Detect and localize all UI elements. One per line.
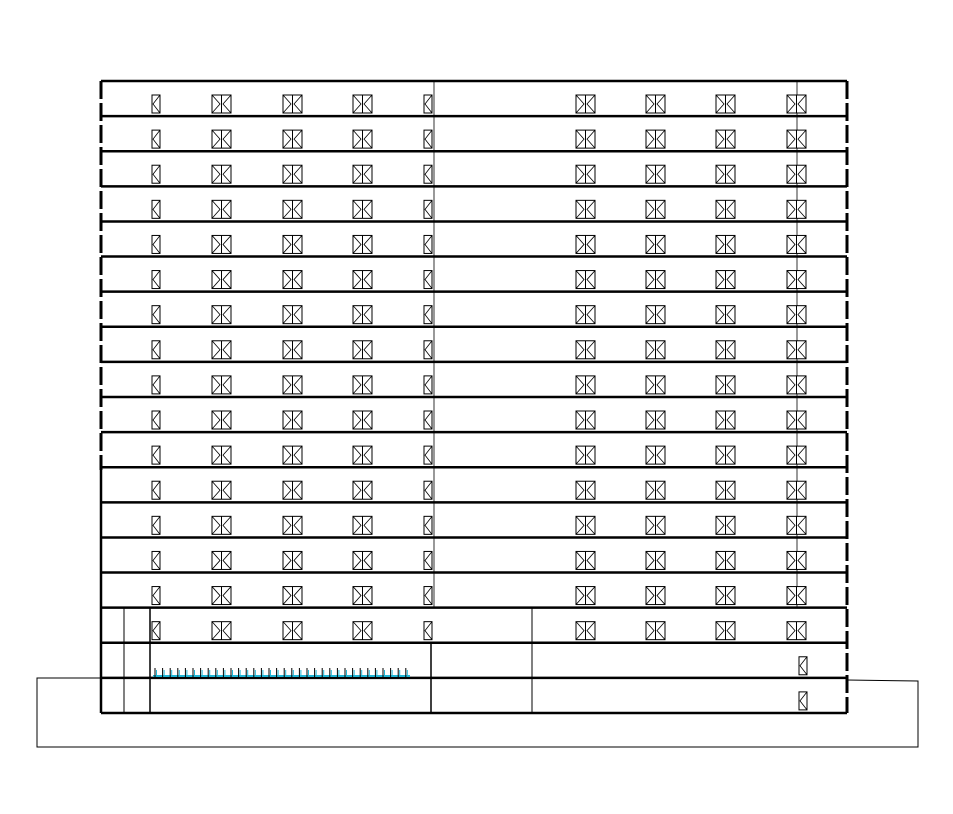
floor-window-row	[152, 200, 806, 218]
floor-window-row	[152, 271, 806, 289]
floor-window-row	[152, 306, 806, 324]
floor-window-row	[152, 587, 806, 605]
window-grid	[152, 95, 806, 640]
floor-window-row	[152, 95, 806, 113]
floor-window-row	[152, 622, 806, 640]
floor-window-row	[152, 165, 806, 183]
floor-window-row	[152, 446, 806, 464]
floor-window-row	[152, 235, 806, 253]
floor-window-row	[152, 481, 806, 499]
floor-window-row	[152, 516, 806, 534]
floor-window-row	[152, 411, 806, 429]
floor-window-row	[152, 376, 806, 394]
floor-window-row	[152, 551, 806, 569]
floor-window-row	[152, 130, 806, 148]
podium-railing	[153, 668, 410, 677]
floor-window-row	[152, 341, 806, 359]
